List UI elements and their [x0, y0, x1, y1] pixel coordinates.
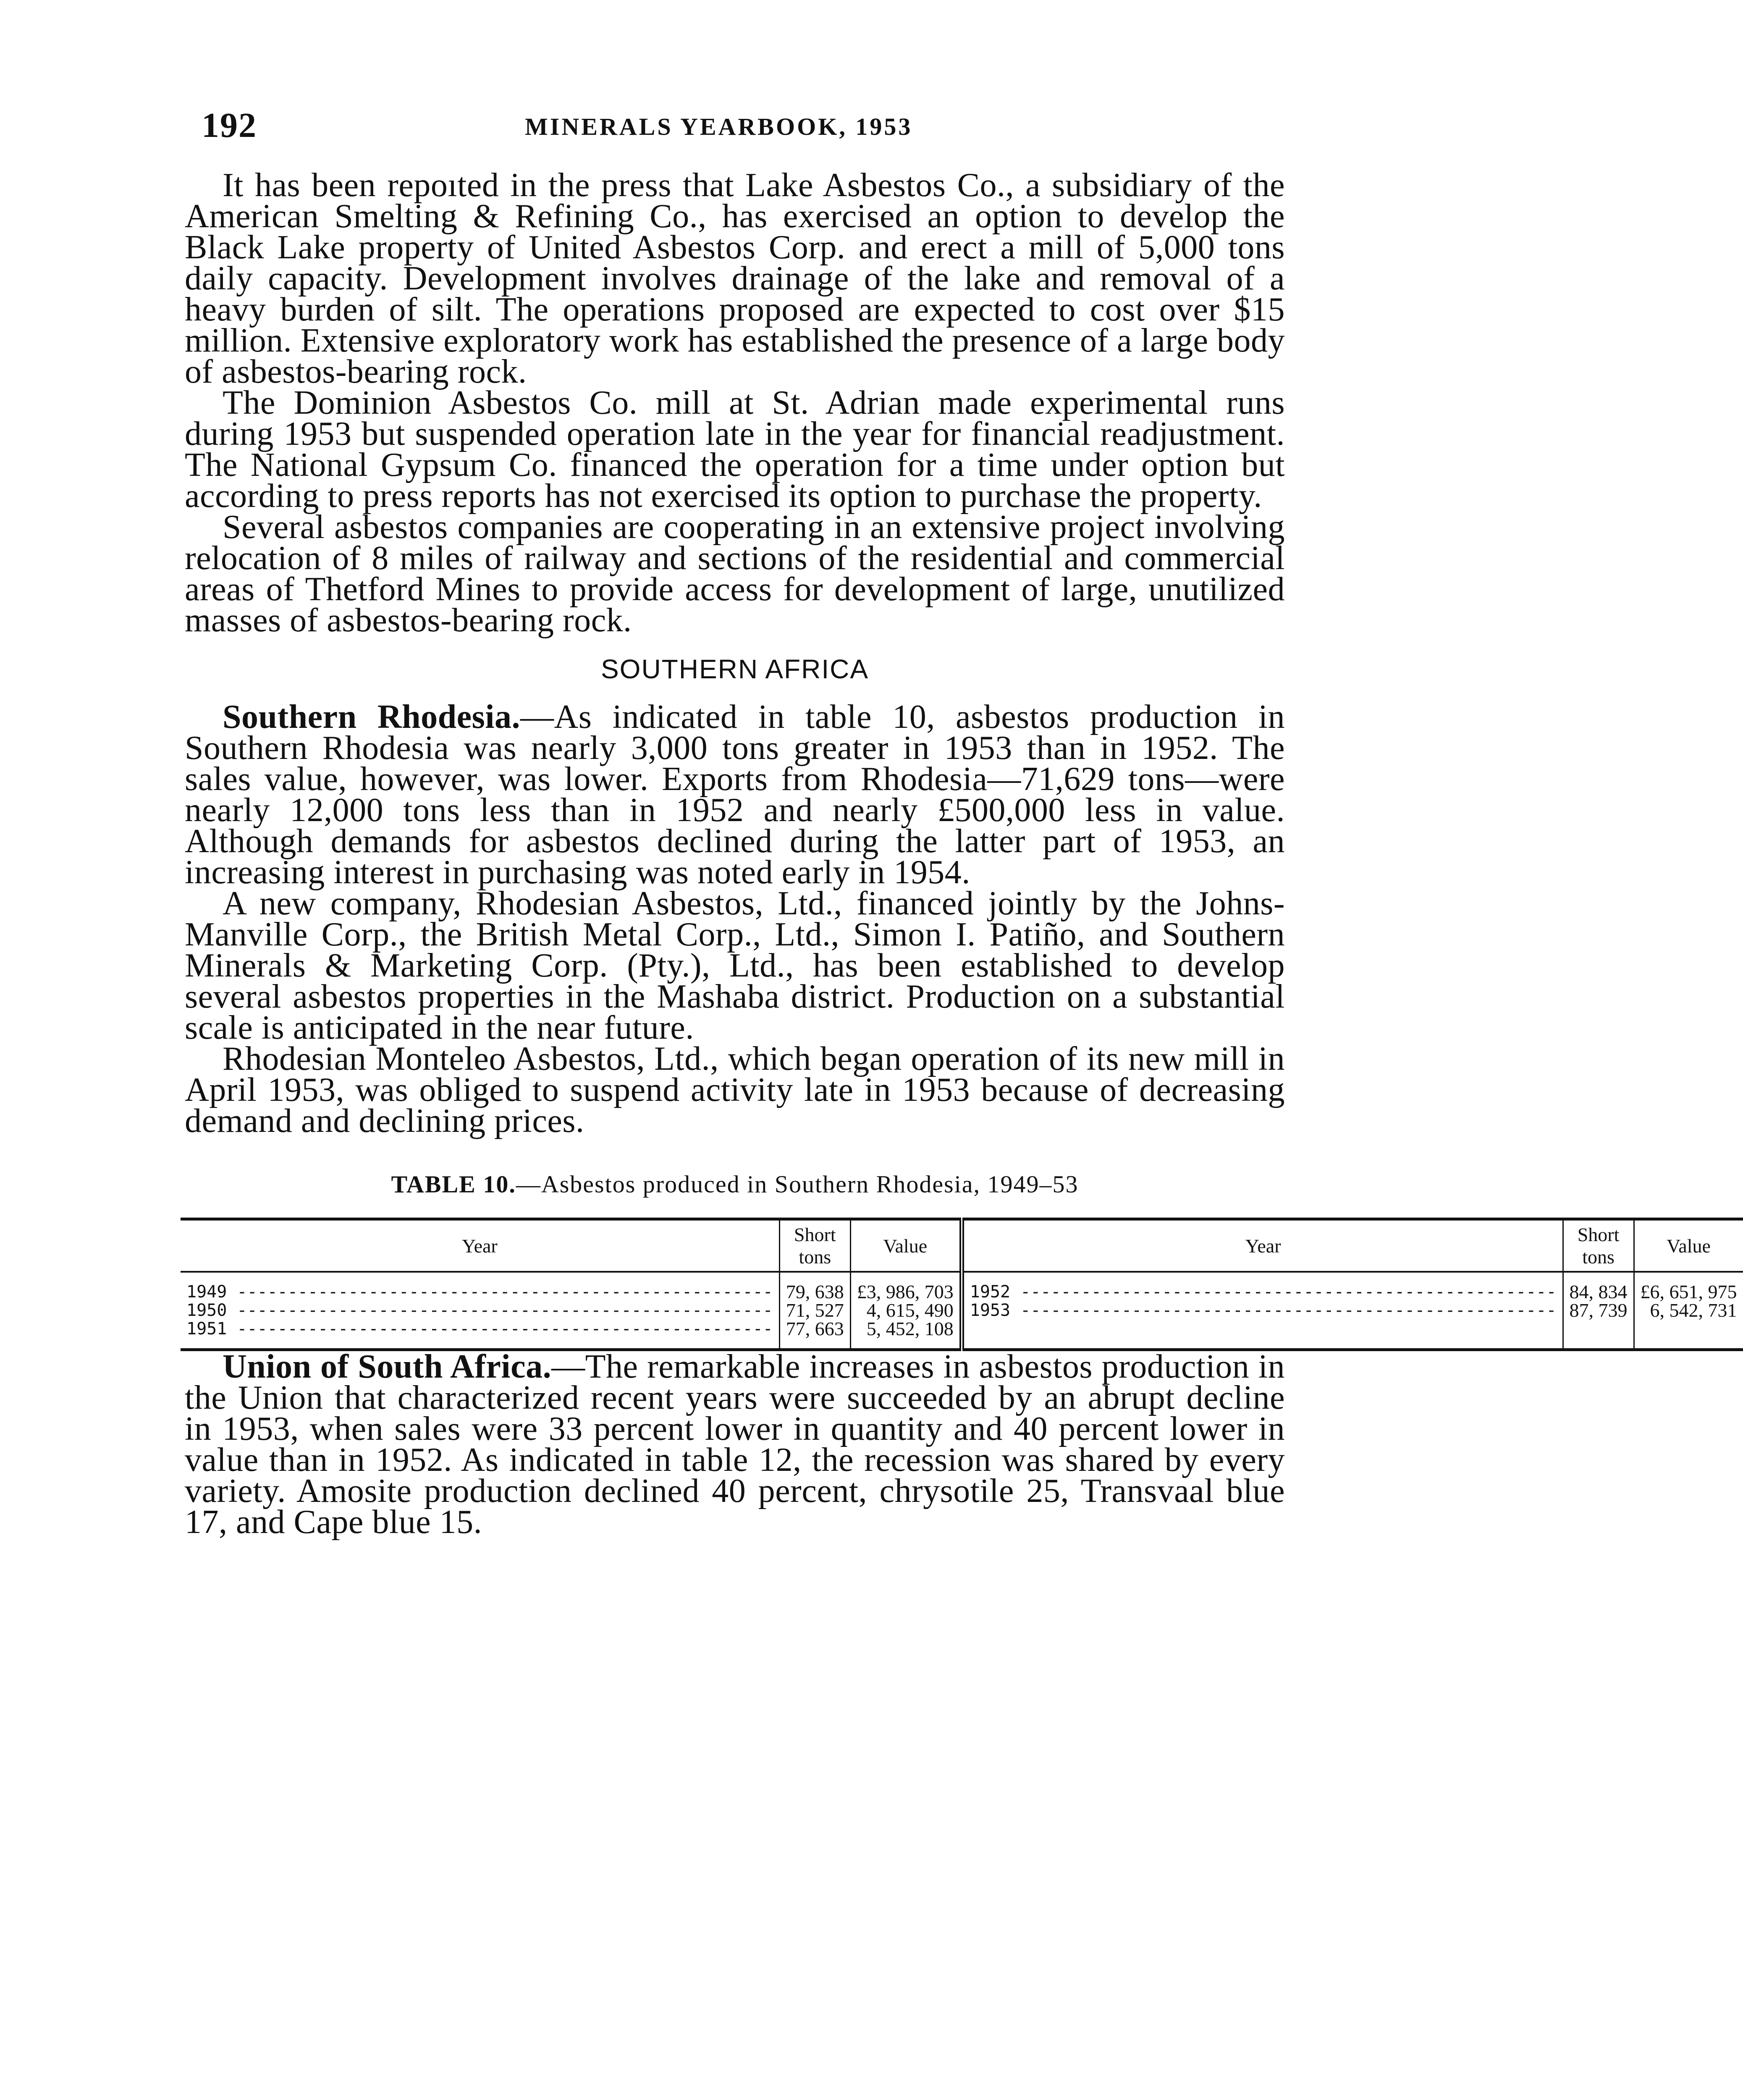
paragraph-union-south-africa	[185, 1348, 1285, 1541]
tons-cell: 79, 638	[786, 1281, 844, 1302]
paragraph-lake-asbestos: It has been repoıted in the press that Lake Asbestos Co., a subsidiary of the American Smelting & Refining Co., has exercised an option to develop the Black Lake property of United Asbestos Corp. and erect a mill of 5,000 tons daily capacity. Development involves drainage of the lake and removal of a heavy burden of silt. The operations proposed are expected to cost over $15 million. Extensive exploratory work has established the presence of a large body of asbestos-bearing rock.	[185, 167, 1285, 390]
value-cell: 5, 452, 108	[866, 1318, 954, 1339]
header-short-tons: Short tons	[1563, 1219, 1634, 1272]
value-cell: 6, 542, 731	[1650, 1299, 1737, 1321]
running-header	[185, 105, 1285, 151]
table-caption	[185, 1170, 1285, 1198]
value-cell: 4, 615, 490	[866, 1299, 954, 1321]
header-value: Value	[1634, 1219, 1743, 1272]
paragraph-relocation-project: Several asbestos companies are cooperating in an extensive project involving relocation of 8 miles of railway and sections of the residential and commercial areas of Thetford Mines to provide access for development of large, unutilized masses of asbestos-bearing rock.	[185, 509, 1285, 639]
paragraph-text: —As indicated in table 10, asbestos production in Southern Rhodesia was nearly 3,000 tons greater in 1953 than in 1952. The sales value, however, was lower. Exports from Rhodesia—71,629 tons—were nearly 12,000 tons less than in 1952 and nearly £500,000 less in value. Although demands for asbestos declined during the latter part of 1953, an increasing interest in purchasing was noted early in 1954.	[185, 698, 1285, 891]
tons-column-left	[779, 1272, 850, 1350]
section-heading: SOUTHERN AFRICA	[600, 654, 869, 684]
header-value: Value	[850, 1219, 962, 1272]
paragraph-dominion-asbestos: The Dominion Asbestos Co. mill at St. Adrian made experimental runs during 1953 but suspended operation late in the year for financial readjustment. The National Gypsum Co. financed the operation for a time under option but according to press reports has not exercised its option to purchase the property.	[185, 384, 1285, 514]
year-cell: 1949 -----	[186, 1283, 773, 1301]
value-column-right	[1634, 1272, 1743, 1350]
asbestos-table	[181, 1218, 1743, 1351]
document-page	[185, 105, 1737, 1541]
run-in-heading: Union of South Africa.	[223, 1348, 552, 1385]
table-header-row	[181, 1219, 1743, 1272]
year-cell: 1952 -----	[970, 1283, 1557, 1301]
paragraph-southern-rhodesia	[185, 698, 1285, 891]
table-row	[181, 1272, 1743, 1350]
tons-cell: 77, 663	[786, 1318, 844, 1339]
canada-section	[185, 167, 1285, 639]
tons-cell: 87, 739	[1569, 1299, 1628, 1321]
year-cell: 1950 -----	[186, 1301, 773, 1320]
header-year: Year	[962, 1219, 1563, 1272]
value-cell: £6, 651, 975	[1640, 1281, 1737, 1302]
tons-cell: 84, 834	[1569, 1281, 1628, 1302]
value-cell: £3, 986, 703	[857, 1281, 954, 1302]
year-cell: 1951 -----	[186, 1320, 773, 1338]
paragraph-rhodesian-asbestos: A new company, Rhodesian Asbestos, Ltd., financed jointly by the Johns-Manville Corp., the British Metal Corp., Ltd., Simon I. Patiño, and Southern Minerals & Marketing Corp. (Pty.), Ltd., has been established to develop several asbestos properties in the Mashaba district. Production on a substantial scale is anticipated in the near future.	[185, 885, 1285, 1046]
year-cell: 1953 -----	[970, 1301, 1557, 1320]
tons-cell: 71, 527	[786, 1299, 844, 1321]
page-number: 192	[202, 106, 257, 145]
run-in-heading: Southern Rhodesia.	[223, 698, 520, 735]
value-column-left	[850, 1272, 962, 1350]
table-label: TABLE 10.	[391, 1171, 516, 1198]
header-year: Year	[181, 1219, 779, 1272]
tons-column-right	[1563, 1272, 1634, 1350]
year-column-right	[962, 1272, 1563, 1350]
running-title: MINERALS YEARBOOK, 1953	[525, 113, 913, 140]
paragraph-text: —The remarkable increases in asbestos production in the Union that characterized recent years were succeeded by an abrupt decline in 1953, when sales were 33 percent lower in quantity and 40 percent lower in value than in 1952. As indicated in table 12, the recession was shared by every variety. Amosite production declined 40 percent, chrysotile 25, Transvaal blue 17, and Cape blue 15.	[185, 1348, 1285, 1541]
header-short-tons: Short tons	[779, 1219, 850, 1272]
paragraph-rhodesian-monteleo: Rhodesian Monteleo Asbestos, Ltd., which began operation of its new mill in April 1953, was obliged to suspend activity late in 1953 because of decreasing demand and declining prices.	[185, 1040, 1285, 1139]
table-title: —Asbestos produced in Southern Rhodesia, 1949–53	[516, 1171, 1079, 1198]
year-column-left	[181, 1272, 779, 1350]
